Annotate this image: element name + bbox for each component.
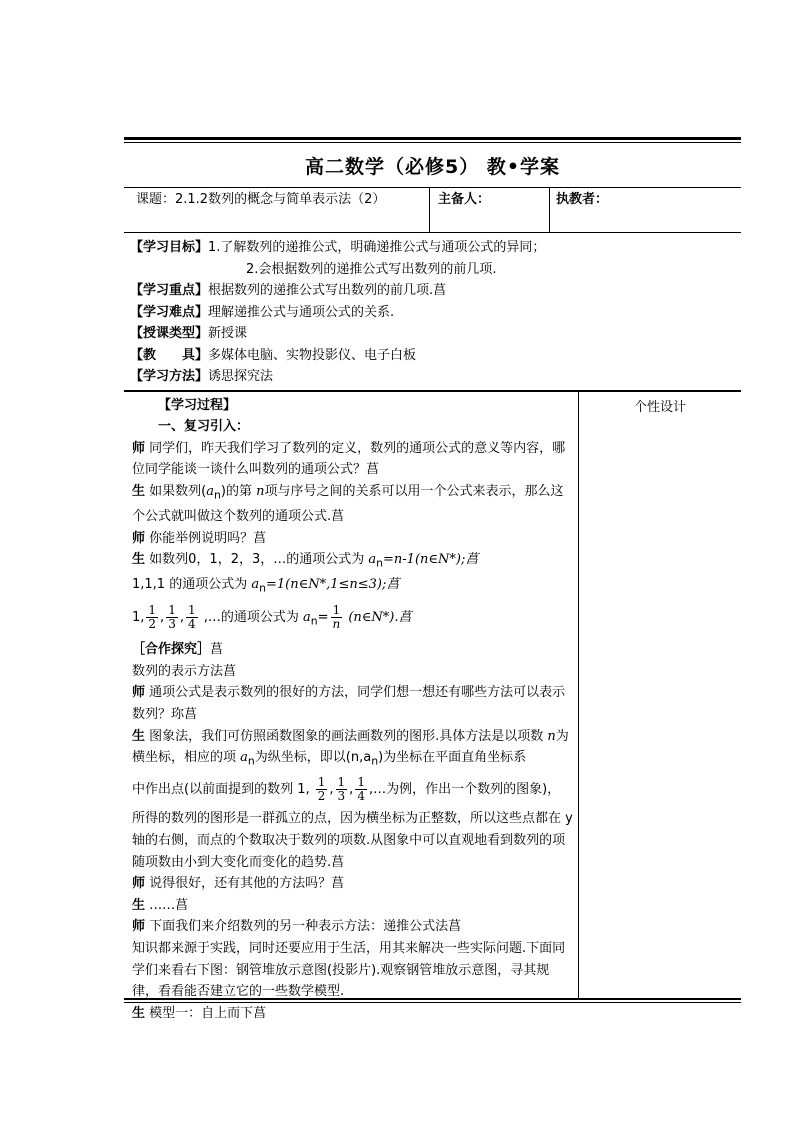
para-9-h: )为坐标在平面直角坐标系 <box>378 750 527 766</box>
para-9 <box>132 726 574 773</box>
para-6-eq: = <box>317 609 329 625</box>
fraction-third <box>166 604 178 631</box>
lesson-page <box>124 137 741 1021</box>
para-2-d: )的第 <box>220 483 257 499</box>
lesson-meta <box>124 233 741 392</box>
para-3 <box>132 528 574 550</box>
main-content <box>124 392 579 1021</box>
process-heading: 【学习过程】 <box>158 397 237 413</box>
para-4-sub: n <box>376 556 384 570</box>
review-heading: 一、复习引入： <box>158 419 250 435</box>
para-6-f: (n∈N*).菖 <box>344 609 412 625</box>
para-6: 1, $\frac{1}{2}$ , $\frac{1}{3}$ , $\frac{1}{4}$ ,…的通项公式为 $a_n=$ $\frac{1}{n}$ (n∈N*).菖 <box>132 602 412 631</box>
frac-den: 4 <box>357 789 365 804</box>
para-5-d: =1(n∈N*,1≤n≤3);菖 <box>265 577 400 593</box>
para-2-n: n <box>256 483 265 499</box>
para-9-a-sym: a <box>240 750 248 766</box>
teacher-mark: 师 <box>132 876 146 892</box>
frac-den: 2 <box>148 616 157 631</box>
para-6-sym: a <box>303 609 311 625</box>
para-9-f: 为纵坐标，即以(n,a <box>254 750 372 766</box>
tools-text: 多媒体电脑、实物投影仪、电子白板 <box>208 347 417 363</box>
para-2-f: 项与序号之间的关系可以用一个公式来表示，那么这个公式就叫做这个数列的通项公式.菖 <box>132 483 564 525</box>
frac-num: 1 <box>337 775 346 790</box>
para-14 <box>132 916 574 938</box>
para-5-sub: n <box>259 582 266 596</box>
side-heading: 个性设计 <box>633 399 686 415</box>
frac-den: 3 <box>168 616 176 631</box>
para-6-sub: n <box>310 614 318 628</box>
para-16 <box>132 1003 574 1025</box>
info-row <box>124 187 741 233</box>
preparer-cell: 主备人： <box>430 188 550 232</box>
fraction-half <box>146 604 158 631</box>
para-12-text: 说得很好，还有其他的方法吗？菖 <box>145 876 345 892</box>
body-row <box>124 392 741 1021</box>
para-9-n: n <box>547 728 556 744</box>
para-6-a: 1, <box>132 609 145 625</box>
para-9-sub: n <box>247 754 255 768</box>
para-4-d: =n-1(n∈N*);菖 <box>383 552 479 568</box>
page-title: 高二数学（必修5） 教•学案 <box>305 155 560 178</box>
goal-label: 【学习目标】 <box>130 240 209 255</box>
para-1-text: 同学们，昨天我们学习了数列的定义，数列的通项公式的意义等内容，哪位同学能谈一谈什么叫数列的通项公式？菖 <box>132 440 566 478</box>
para-10: 中作出点(以前面提到的数列 1, $\frac{1}{2}$ , $\frac{1}{3}$ , $\frac{1}{4}$ ,…为例，作出一个数列的图象)， <box>132 775 561 804</box>
method-line <box>130 366 741 388</box>
method-text: 诱思探究法 <box>208 369 274 384</box>
goal-line <box>130 237 741 259</box>
para-3-text: 你能举例说明吗？菖 <box>145 530 267 546</box>
para-14-text: 下面我们来介绍数列的另一种表示方法：递推公式法菖 <box>145 919 462 935</box>
type-label: 【授课类型】 <box>130 326 209 341</box>
frac-den: 3 <box>337 789 346 804</box>
teacher-mark: 师 <box>132 919 146 935</box>
para-5-sym: a <box>251 577 260 593</box>
student-mark: 生 <box>132 897 146 913</box>
para-15: 知识都来源于实践，同时还要应用于生活，用其来解决一些实际问题.下面同学们来看右下图：钢管堆放示意图(投影片).观察钢管堆放示意图，寻其规律，看看能否建立它的一些数学模型. <box>132 940 566 1000</box>
para-4-sym: a <box>368 552 377 568</box>
key-label: 【学习重点】 <box>130 283 209 298</box>
student-mark: 生 <box>132 728 146 744</box>
fraction-one-over-n <box>331 604 343 631</box>
para-9-c: 为横坐标，相应的项 <box>132 728 569 766</box>
frac-num: 1 <box>332 602 341 617</box>
para-12 <box>132 873 574 895</box>
para-10-a: 中作出点(以前面提到的数列 1, <box>132 782 314 798</box>
para-2 <box>132 481 574 528</box>
difficulty-line <box>130 302 741 324</box>
type-text: 新授课 <box>208 326 248 341</box>
coop-line <box>132 639 574 661</box>
coop-tail: 菖 <box>210 642 224 658</box>
para-5-a: 1,1,1 的通项公式为 <box>132 577 252 593</box>
para-10-b: ,…为例，作出一个数列的图象)， <box>368 782 561 798</box>
frac-num: 1 <box>168 602 176 617</box>
difficulty-text: 理解递推公式与通项公式的关系. <box>208 304 395 320</box>
frac-den: n <box>332 616 341 631</box>
teacher-cell: 执教者： <box>556 192 609 207</box>
method-label: 【学习方法】 <box>130 369 209 384</box>
frac-den: 4 <box>187 616 196 631</box>
side-column <box>579 392 741 998</box>
para-7: 数列的表示方法菖 <box>132 663 237 679</box>
para-8-text: 通项公式是表示数列的很好的方法，同学们想一想还有哪些方法可以表示数列？珎菖 <box>132 685 566 722</box>
topic-cell: 课题：2.1.2数列的概念与简单表示法（2） <box>124 188 430 232</box>
key-line <box>130 280 741 302</box>
para-16-text: 模型一：自上而下菖 <box>145 1005 267 1021</box>
goal-text-1: 1.了解数列的递推公式，明确递推公式与通项公式的异同； <box>208 240 546 255</box>
para-11: 所得的数列的图形是一群孤立的点，因为横坐标为正整数，所以这些点都在 y 轴的右侧，而点的个数取决于数列的项数.从图象中可以直观地看到数列的项随项数由小到大变化而变化的趋势.菖 <box>132 811 573 870</box>
para-4-a: 如数列0，1，2，3，…的通项公式为 <box>145 552 369 568</box>
fraction-quarter <box>355 776 367 803</box>
key-text: 根据数列的递推公式写出数列的前几项.菖 <box>208 283 447 298</box>
para-8 <box>132 682 574 725</box>
para-9-a: 图象法，我们可仿照函数图象的画法画数列的图形.具体方法是以项数 <box>145 728 548 744</box>
para-4 <box>132 549 574 574</box>
frac-num: 1 <box>357 775 365 790</box>
frac-num: 1 <box>317 775 326 790</box>
student-mark: 生 <box>132 552 146 568</box>
fraction-quarter <box>186 604 198 631</box>
tools-line <box>130 345 741 367</box>
goal-line-2: 2.会根据数列的递推公式写出数列的前几项. <box>246 261 497 277</box>
para-2-a: 如果数列( <box>145 483 207 499</box>
para-13 <box>132 895 574 917</box>
teacher-mark: 师 <box>132 440 146 456</box>
fraction-half <box>316 776 328 803</box>
para-6-b: ,…的通项公式为 <box>199 609 304 625</box>
teacher-mark: 师 <box>132 685 146 701</box>
para-5 <box>132 574 574 599</box>
tools-label: 【教 具】 <box>130 347 209 363</box>
para-13-text: ……菖 <box>145 897 189 913</box>
type-line <box>130 323 741 345</box>
para-1 <box>132 438 574 481</box>
frac-den: 2 <box>317 789 326 804</box>
fraction-third <box>336 776 348 803</box>
para-2-a-sym: a <box>206 483 214 499</box>
student-mark: 生 <box>132 483 146 499</box>
difficulty-label: 【学习难点】 <box>130 304 209 320</box>
frac-num: 1 <box>148 602 157 617</box>
para-9-sub-2: n <box>371 754 379 768</box>
student-mark: 生 <box>132 1005 146 1021</box>
coop-label: ［合作探究］ <box>132 642 211 658</box>
para-2-sub: n <box>214 488 221 502</box>
frac-num: 1 <box>187 602 196 617</box>
teacher-mark: 师 <box>132 530 146 546</box>
